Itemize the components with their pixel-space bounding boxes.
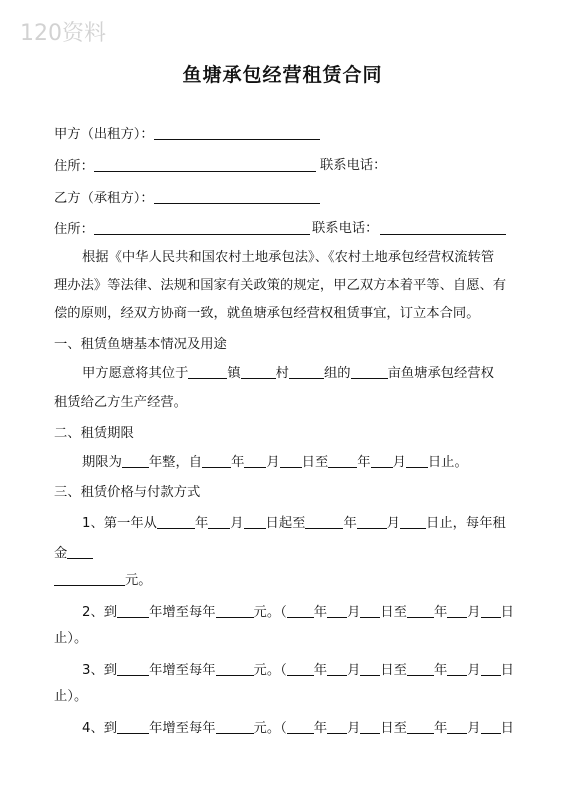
group-blank[interactable] [289, 363, 324, 379]
section-2-heading: 二、租赁期限 [54, 426, 134, 441]
item-1-start-month-blank[interactable] [208, 513, 230, 529]
item-2-line-1: 2、到 年增至每年 元。（ 年 月 日至 年 月 日 [82, 602, 514, 623]
party-b-phone-label: 联系电话： [312, 221, 379, 236]
item-2-to-day-blank[interactable] [481, 602, 501, 618]
item-3-to-year-blank[interactable] [407, 660, 434, 676]
town-blank[interactable] [188, 363, 227, 379]
village-blank[interactable] [241, 363, 276, 379]
item-3-rent-blank[interactable] [216, 660, 254, 676]
item-4-line-1: 4、到 年增至每年 元。（ 年 月 日至 年 月 日 [82, 718, 514, 739]
item-1-end-year-blank[interactable] [305, 513, 343, 529]
party-b-phone-blank[interactable] [380, 234, 506, 235]
item-4-to-day-blank[interactable] [481, 718, 501, 734]
term-years-blank[interactable] [122, 452, 149, 468]
area-blank[interactable] [351, 363, 388, 379]
end-month-blank[interactable] [371, 452, 393, 468]
end-day-blank[interactable] [406, 452, 428, 468]
item-3-to-month-blank[interactable] [447, 660, 467, 676]
item-2-to-month-blank[interactable] [447, 602, 467, 618]
start-year-blank[interactable] [202, 452, 231, 468]
item-3-line-1: 3、到 年增至每年 元。（ 年 月 日至 年 月 日 [82, 660, 514, 681]
section-3-heading: 三、租赁价格与付款方式 [54, 485, 201, 500]
party-b-label: 乙方（承租方）： [54, 191, 154, 206]
item-3-year-blank[interactable] [117, 660, 149, 676]
party-b-address-line [54, 219, 310, 240]
party-a-label: 甲方（出租方）： [54, 127, 154, 142]
party-a-name-blank[interactable] [154, 124, 320, 140]
item-1-end-month-blank[interactable] [357, 513, 387, 529]
section-1-line-2: 租赁给乙方生产经营。 [54, 395, 187, 410]
item-4-from-year-blank[interactable] [287, 718, 314, 734]
item-4-rent-blank[interactable] [216, 718, 254, 734]
party-a-phone-label: 联系电话： [320, 158, 387, 173]
item-4-from-day-blank[interactable] [360, 718, 380, 734]
item-3-from-day-blank[interactable] [360, 660, 380, 676]
item-2-year-blank[interactable] [117, 602, 149, 618]
item-1-rent-blank-b[interactable] [54, 570, 125, 586]
end-year-blank[interactable] [328, 452, 357, 468]
item-1-rent-blank-a[interactable] [67, 543, 93, 559]
item-4-to-month-blank[interactable] [447, 718, 467, 734]
party-b-line [54, 188, 320, 209]
section-1-line-1: 甲方愿意将其位于 镇 村 组的 亩鱼塘承包经营权 [82, 363, 494, 384]
watermark: 120资料 [20, 21, 106, 46]
item-3-line-2: 止）。 [54, 689, 88, 704]
preamble-line-3: 偿的原则，经双方协商一致，就鱼塘承包经营权租赁事宜，订立本合同。 [54, 306, 480, 321]
party-a-line [54, 124, 320, 145]
section-1-heading: 一、租赁鱼塘基本情况及用途 [54, 337, 227, 352]
party-a-address-blank[interactable] [94, 156, 316, 172]
item-3-from-year-blank[interactable] [287, 660, 314, 676]
party-a-address-label: 住所： [54, 159, 94, 174]
party-b-address-label: 住所： [54, 222, 94, 237]
section-2-line-1: 期限为 年整，自 年 月 日至 年 月 日止。 [82, 452, 468, 473]
item-3-from-month-blank[interactable] [327, 660, 347, 676]
preamble-line-2: 理办法》等法律、法规和国家有关政策的规定，甲乙双方本着平等、自愿、有 [54, 278, 507, 293]
item-4-to-year-blank[interactable] [407, 718, 434, 734]
party-b-name-blank[interactable] [154, 188, 320, 204]
item-1-start-year-blank[interactable] [157, 513, 195, 529]
item-1-start-day-blank[interactable] [244, 513, 266, 529]
item-2-rent-blank[interactable] [216, 602, 254, 618]
start-month-blank[interactable] [244, 452, 266, 468]
item-2-from-year-blank[interactable] [287, 602, 314, 618]
item-1-line-1: 1、第一年从 年 月 日起至 年 月 日止，每年租 [82, 513, 506, 534]
item-2-to-year-blank[interactable] [407, 602, 434, 618]
item-2-from-month-blank[interactable] [327, 602, 347, 618]
document-title: 鱼塘承包经营租赁合同 [182, 64, 383, 86]
start-day-blank[interactable] [280, 452, 302, 468]
item-1-line-2: 金 [54, 543, 93, 564]
item-3-to-day-blank[interactable] [481, 660, 501, 676]
party-a-address-line [54, 156, 316, 177]
item-1-end-day-blank[interactable] [400, 513, 426, 529]
item-4-from-month-blank[interactable] [327, 718, 347, 734]
item-2-line-2: 止）。 [54, 631, 88, 646]
preamble-line-1: 根据《中华人民共和国农村土地承包法》、《农村土地承包经营权流转管 [82, 250, 495, 265]
party-b-address-blank[interactable] [94, 219, 310, 235]
item-1-line-3: 元。 [54, 570, 152, 591]
item-2-from-day-blank[interactable] [360, 602, 380, 618]
item-4-year-blank[interactable] [117, 718, 149, 734]
